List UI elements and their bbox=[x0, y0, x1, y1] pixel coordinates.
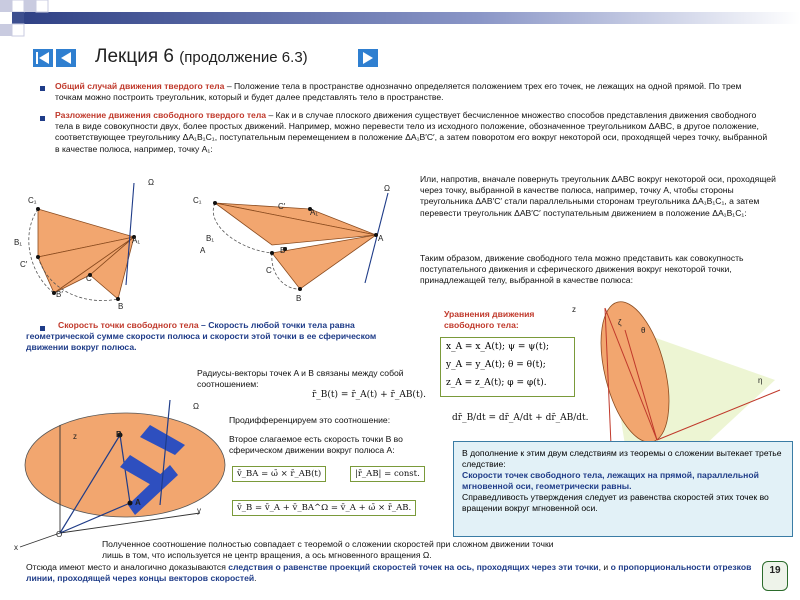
second-term-text: Второе слагаемое есть скорость точки B во сферическом движении вокруг полюса A: bbox=[229, 434, 403, 456]
label-b1: B₁ bbox=[14, 238, 23, 247]
page-number-badge bbox=[762, 561, 788, 591]
omega-axis-left bbox=[126, 183, 134, 285]
bottom-line-2: лишь в том, что используется не центр вращения, а ось мгновенного вращения Ω. bbox=[102, 550, 432, 560]
bottom-line-3-highlight-2: о пропорциональности отрезков линии, проходящей через концы векторов скоростей bbox=[26, 562, 752, 584]
bottom-line-3-pre: Отсюда имеют место и аналогично доказываются bbox=[26, 562, 229, 572]
equation-line: y_A = y_A(t); θ = θ(t); bbox=[446, 360, 546, 370]
alternative-paragraph: Или, напротив, вначале повернуть треугольник ΔABC вокруг некоторой оси, проходящей через точку, выбранной в качестве полюса, например, точку A, чтобы стороны треугольника ΔAB′C′ стали параллельными сторонам треугольника ΔA₁B₁C₁, а затем перевести треугольник ΔAB′C′ поступательным движением в положение ΔA₁B₁C₁: bbox=[420, 174, 776, 218]
omega-cross-formula: v̄_BA = ω̄ × r̄_AB(t) bbox=[232, 466, 326, 482]
rab-const-formula: |r̄_AB| = const. bbox=[350, 466, 425, 482]
label-b1-right: B₁ bbox=[206, 234, 215, 243]
velocity-text: – Скорость любой точки тела равна геометрической сумме скорости полюса и скорости этой точки в ее сферическом движении вокруг полюса. bbox=[26, 320, 377, 353]
label-omega-right: Ω bbox=[384, 184, 390, 193]
forward-button[interactable] bbox=[358, 49, 378, 67]
start-button[interactable] bbox=[56, 49, 76, 67]
diff-formula: dr̄_B/dt = dr̄_A/dt + dr̄_AB/dt. bbox=[452, 413, 589, 423]
label-zeta: ζ bbox=[618, 318, 622, 327]
label-o-body: O bbox=[56, 530, 63, 539]
label-cp: C′ bbox=[20, 260, 28, 269]
bottom-line-1: Полученное соотношение полностью совпадает с теоремой о сложении скоростей при сложном движении точки bbox=[102, 539, 554, 549]
final-formula: v̄_B = v̄_A + v̄_BA^Ω = v̄_A + ω̄ × r̄_AB. bbox=[232, 500, 416, 516]
page-title bbox=[95, 46, 308, 68]
equation-line: x_A = x_A(t); ψ = ψ(t); bbox=[446, 342, 549, 352]
label-a1: A₁ bbox=[132, 236, 141, 245]
label-z-body: z bbox=[73, 432, 77, 441]
label-b-right: B bbox=[296, 294, 302, 303]
radius-formula: r̄_B(t) = r̄_A(t) + r̄_AB(t). bbox=[312, 390, 426, 400]
bottom-line-3 bbox=[26, 562, 756, 584]
general-case-text: – Положение тела в пространстве однозначно определяется положением трех его точек, не лежащих на одной прямой. По трем точкам можно построить треугольник, который и будет далее представлять тело в пространстве. bbox=[55, 81, 742, 103]
equations-title: Уравнения движения свободного тела: bbox=[444, 309, 535, 331]
label-omega: Ω bbox=[148, 178, 154, 187]
title-main: Лекция 6 bbox=[95, 46, 174, 67]
label-a1-right: A₁ bbox=[310, 208, 319, 217]
label-b-body: B bbox=[116, 430, 122, 439]
velocity-paragraph bbox=[26, 320, 416, 354]
equations-box bbox=[440, 337, 575, 397]
header-bar bbox=[0, 0, 800, 40]
label-a: A bbox=[200, 246, 206, 255]
equation-line: z_A = z_A(t); φ = φ(t). bbox=[446, 378, 547, 388]
bottom-line-3-highlight: следствия о равенстве проекций скоростей точек на ось, проходящих через эти точки bbox=[228, 562, 599, 572]
decomposition-paragraph bbox=[55, 110, 770, 155]
label-bp: B′ bbox=[56, 290, 63, 299]
title-subtitle: (продолжение 6.3) bbox=[179, 49, 308, 66]
label-a-right: A bbox=[378, 234, 384, 243]
bottom-line-3-end: . bbox=[254, 573, 257, 584]
bottom-line-3-mid: , и bbox=[598, 562, 611, 572]
label-y-body: y bbox=[197, 506, 201, 515]
label-z: z bbox=[572, 305, 576, 314]
label-x-body: x bbox=[14, 543, 18, 552]
corollary-statement: Скорости точек свободного тела, лежащих на прямой, параллельной мгновенной оси, геометрически равны. bbox=[462, 470, 759, 491]
corollary-outro: Справедливость утверждения следует из равенства скоростей этих точек во вращении вокруг мгновенной оси. bbox=[462, 492, 769, 513]
page-number: 19 bbox=[769, 565, 781, 576]
general-case-paragraph bbox=[55, 81, 770, 103]
bullet-icon bbox=[40, 86, 45, 91]
general-case-heading: Общий случай движения твердого тела bbox=[55, 81, 225, 91]
corollary-intro: В дополнение к этим двум следствиям из теоремы о сложении вытекает третье следствие: bbox=[462, 448, 782, 469]
label-c1: C₁ bbox=[28, 196, 37, 205]
label-omega-body: Ω bbox=[193, 402, 199, 411]
velocity-heading: Скорость точки свободного тела bbox=[58, 320, 199, 330]
label-bp-right: B′ bbox=[280, 246, 287, 255]
conclusion-paragraph: Таким образом, движение свободного тела можно представить как совокупность поступательного движения и сферического движения вокруг некоторой точки, принадлежащей телу, выбранной в качестве полюса: bbox=[420, 253, 744, 286]
label-b: B bbox=[118, 302, 124, 311]
corollary-box bbox=[453, 441, 793, 537]
decomposition-heading: Разложение движения свободного твердого тела bbox=[55, 110, 267, 120]
decomposition-text: – Как и в случае плоского движения существует бесчисленное множество способов представления движения свободного тела в виде совокупности двух, более простых движений. Например, можно перевести тело из исходного положение, обозначенное треугольником ΔABC, в другое положение, соответствующее треугольнику ΔA₁B₁C₁, поступательным перемещением в положение ΔA₁B′C′, а затем поворотом его вокруг некоторой оси, проходящей через точку, выбранной в качестве полюса, например, точку A₁: bbox=[55, 110, 768, 154]
label-c1-right: C₁ bbox=[193, 196, 202, 205]
label-c-right: C bbox=[266, 266, 272, 275]
label-theta: θ bbox=[641, 326, 646, 335]
label-a-body: A bbox=[135, 498, 141, 507]
velocity-diagram bbox=[10, 395, 220, 550]
label-c: C bbox=[86, 274, 92, 283]
radius-text: Радиусы-векторы точек A и B связаны между собой соотношением: bbox=[197, 368, 404, 390]
bullet-icon bbox=[40, 116, 45, 121]
label-eta: η bbox=[758, 376, 763, 385]
label-cp-right: C′ bbox=[278, 202, 286, 211]
back-button[interactable] bbox=[33, 49, 53, 67]
euler-diagram bbox=[585, 300, 795, 445]
diff-text: Продифференцируем это соотношение: bbox=[229, 415, 391, 425]
